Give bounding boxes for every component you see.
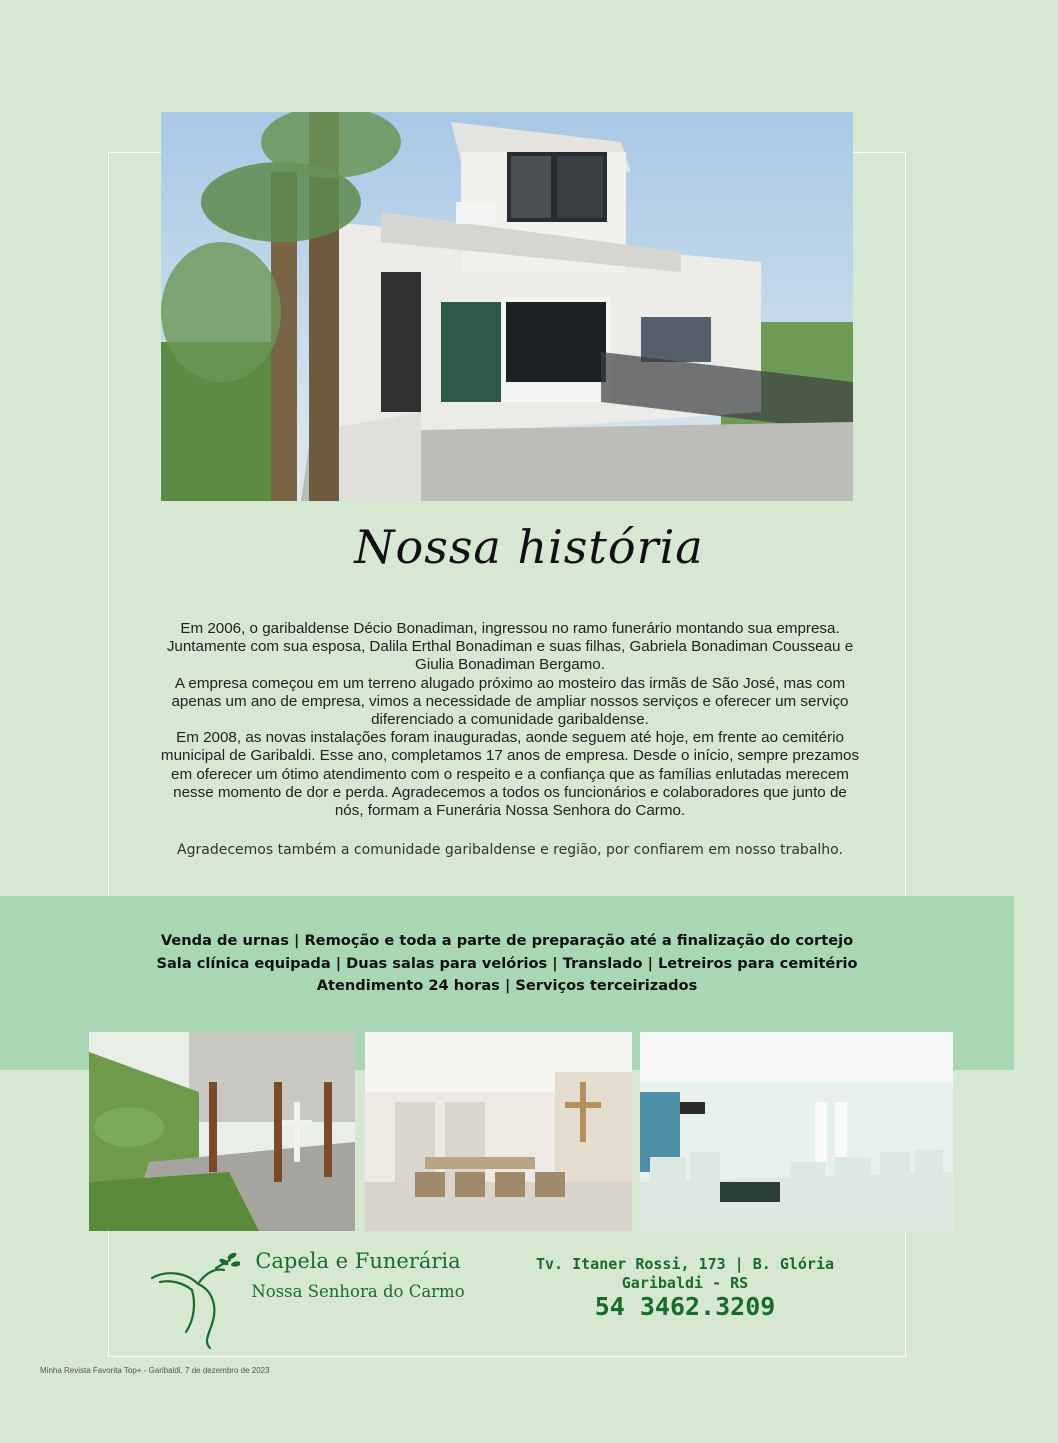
services-line: Atendimento 24 horas | Serviços terceirizados [316,977,698,994]
phone-number: 54 3462.3209 [594,1292,776,1321]
services-line: Venda de urnas | Remoção e toda a parte de preparação até a finalização do cortejo [160,932,854,949]
history-paragraph: Em 2006, o garibaldense Décio Bonadiman, ingressou no ramo funerário montando sua empresa. Juntamente com sua esposa, Dalila Erthal Bonadiman e suas filhas, Gabriela Bonadiman Cousseau e Giulia Bonadiman Bergamo. [166,620,854,674]
dove-with-olive-branch-icon [146,1250,240,1350]
brand-name: Capela e Funerária [255,1249,461,1273]
services-line: Sala clínica equipada | Duas salas para velórios | Translado | Letreiros para cemitério [156,954,858,972]
history-text [160,620,860,820]
history-paragraph: Em 2008, as novas instalações foram inauguradas, aonde seguem até hoje, em frente ao cemitério municipal de Garibaldi. Esse ano, completamos 17 anos de empresa. Desde o início, sempre prezamos em oferecer um ótimo atendimento com o respeito e a confiança que as famílias enlutadas merecem nesse momento de dor e perda. Agradecemos a todos os funcionários e colaboradores que junto de nós, formam a Funerária Nossa Senhora do Carmo. [160,729,860,820]
brand-subtitle: Nossa Senhora do Carmo [251,1282,465,1301]
thanks-text: Agradecemos também a comunidade garibaldense e região, por confiarem em nosso trabalho. [177,842,843,858]
garden-cross-photo [89,1032,355,1231]
white-room-photo [640,1032,953,1231]
footer-note: Minha Revista Favorita Top+ - Garibaldi, 7 de dezembro de 2023 [40,1366,270,1375]
chapel-room-photo [365,1032,632,1231]
address-line: Tv. Itaner Rossi, 173 | B. Glória [535,1255,834,1273]
hero-building-photo [161,112,853,501]
history-paragraph: A empresa começou em um terreno alugado próximo ao mosteiro das irmãs de São José, mas com apenas um ano de empresa, vimos a necessidade de ampliar nossos serviços e oferecer um serviço diferenciado a comunidade garibaldense. [171,674,849,729]
page-title: Nossa história [354,520,704,574]
address-city: Garibaldi - RS [621,1274,749,1292]
services-list [0,930,1014,998]
